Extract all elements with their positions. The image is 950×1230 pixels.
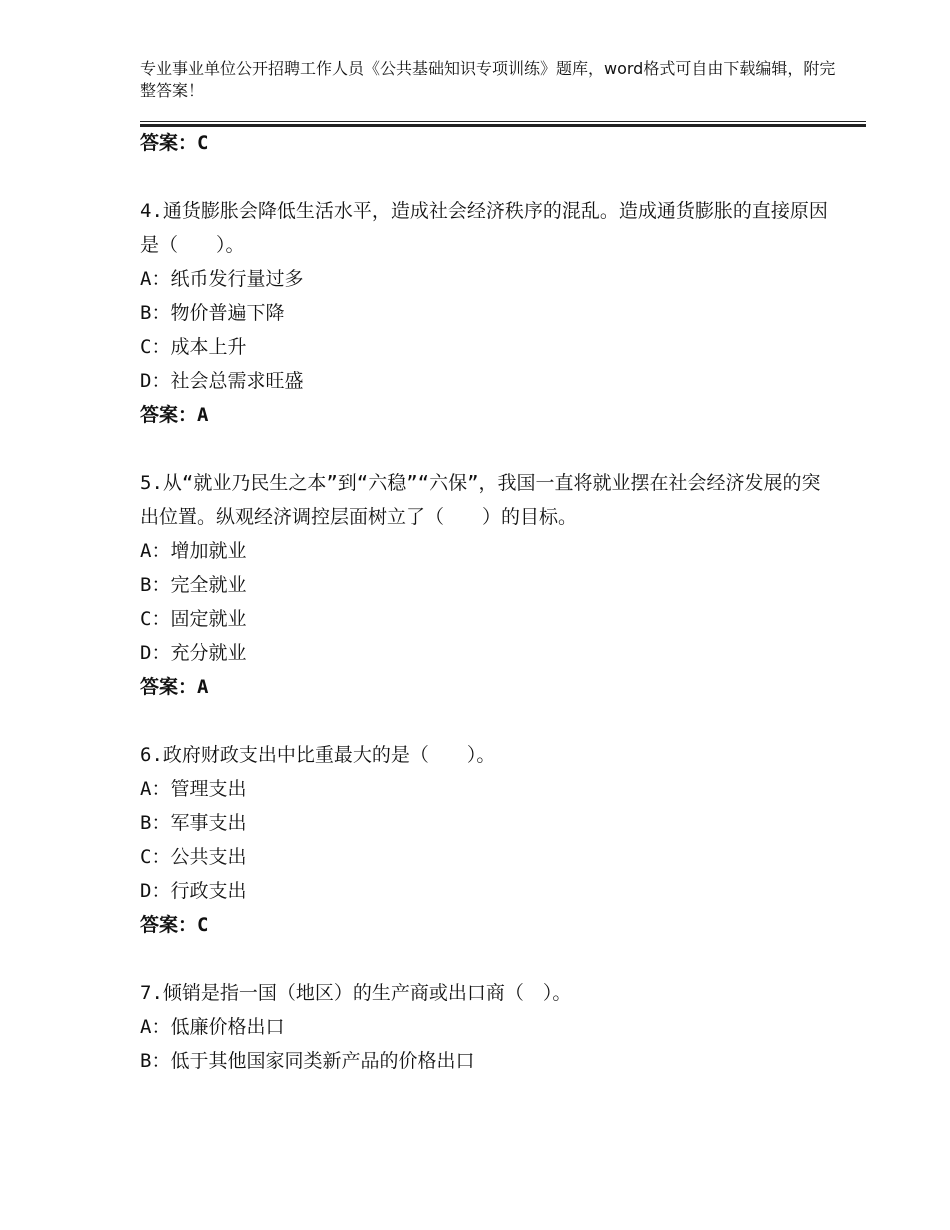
question-5 bbox=[140, 466, 830, 704]
option-b: B：军事支出 bbox=[140, 812, 247, 834]
question-answer: 答案：A bbox=[140, 404, 209, 426]
question-4 bbox=[140, 194, 830, 432]
question-stem: 5.从“就业乃民生之本”到“六稳”“六保”，我国一直将就业摆在社会经济发展的突出位置。纵观经济调控层面树立了（ ）的目标。 bbox=[140, 472, 821, 528]
spacer bbox=[140, 942, 830, 976]
question-list bbox=[140, 126, 830, 1078]
header-rule-thin bbox=[140, 121, 866, 122]
spacer bbox=[140, 160, 830, 194]
spacer bbox=[140, 432, 830, 466]
question-stem: 6.政府财政支出中比重最大的是（ ）。 bbox=[140, 744, 496, 766]
option-d: D：充分就业 bbox=[140, 642, 247, 664]
option-a: A：管理支出 bbox=[140, 778, 247, 800]
question-stem: 4.通货膨胀会降低生活水平，造成社会经济秩序的混乱。造成通货膨胀的直接原因是（ ）。 bbox=[140, 200, 828, 256]
option-b: B：低于其他国家同类新产品的价格出口 bbox=[140, 1050, 475, 1072]
option-b: B：完全就业 bbox=[140, 574, 247, 596]
question-6 bbox=[140, 738, 830, 942]
spacer bbox=[140, 704, 830, 738]
question-answer: 答案：C bbox=[140, 914, 209, 936]
option-c: C：公共支出 bbox=[140, 846, 247, 868]
option-a: A：低廉价格出口 bbox=[140, 1016, 285, 1038]
option-d: D：社会总需求旺盛 bbox=[140, 370, 304, 392]
option-c: C：固定就业 bbox=[140, 608, 247, 630]
page-header: 专业事业单位公开招聘工作人员《公共基础知识专项训练》题库，word格式可自由下载编辑，附完整答案！ bbox=[140, 59, 836, 100]
question-stem: 7.倾销是指一国（地区）的生产商或出口商（ ）。 bbox=[140, 982, 572, 1004]
option-a: A：纸币发行量过多 bbox=[140, 268, 304, 290]
option-c: C：成本上升 bbox=[140, 336, 247, 358]
question-7 bbox=[140, 976, 830, 1078]
option-b: B：物价普遍下降 bbox=[140, 302, 285, 324]
option-d: D：行政支出 bbox=[140, 880, 247, 902]
question-answer: 答案：A bbox=[140, 676, 209, 698]
previous-answer: 答案：C bbox=[140, 132, 209, 154]
option-a: A：增加就业 bbox=[140, 540, 247, 562]
